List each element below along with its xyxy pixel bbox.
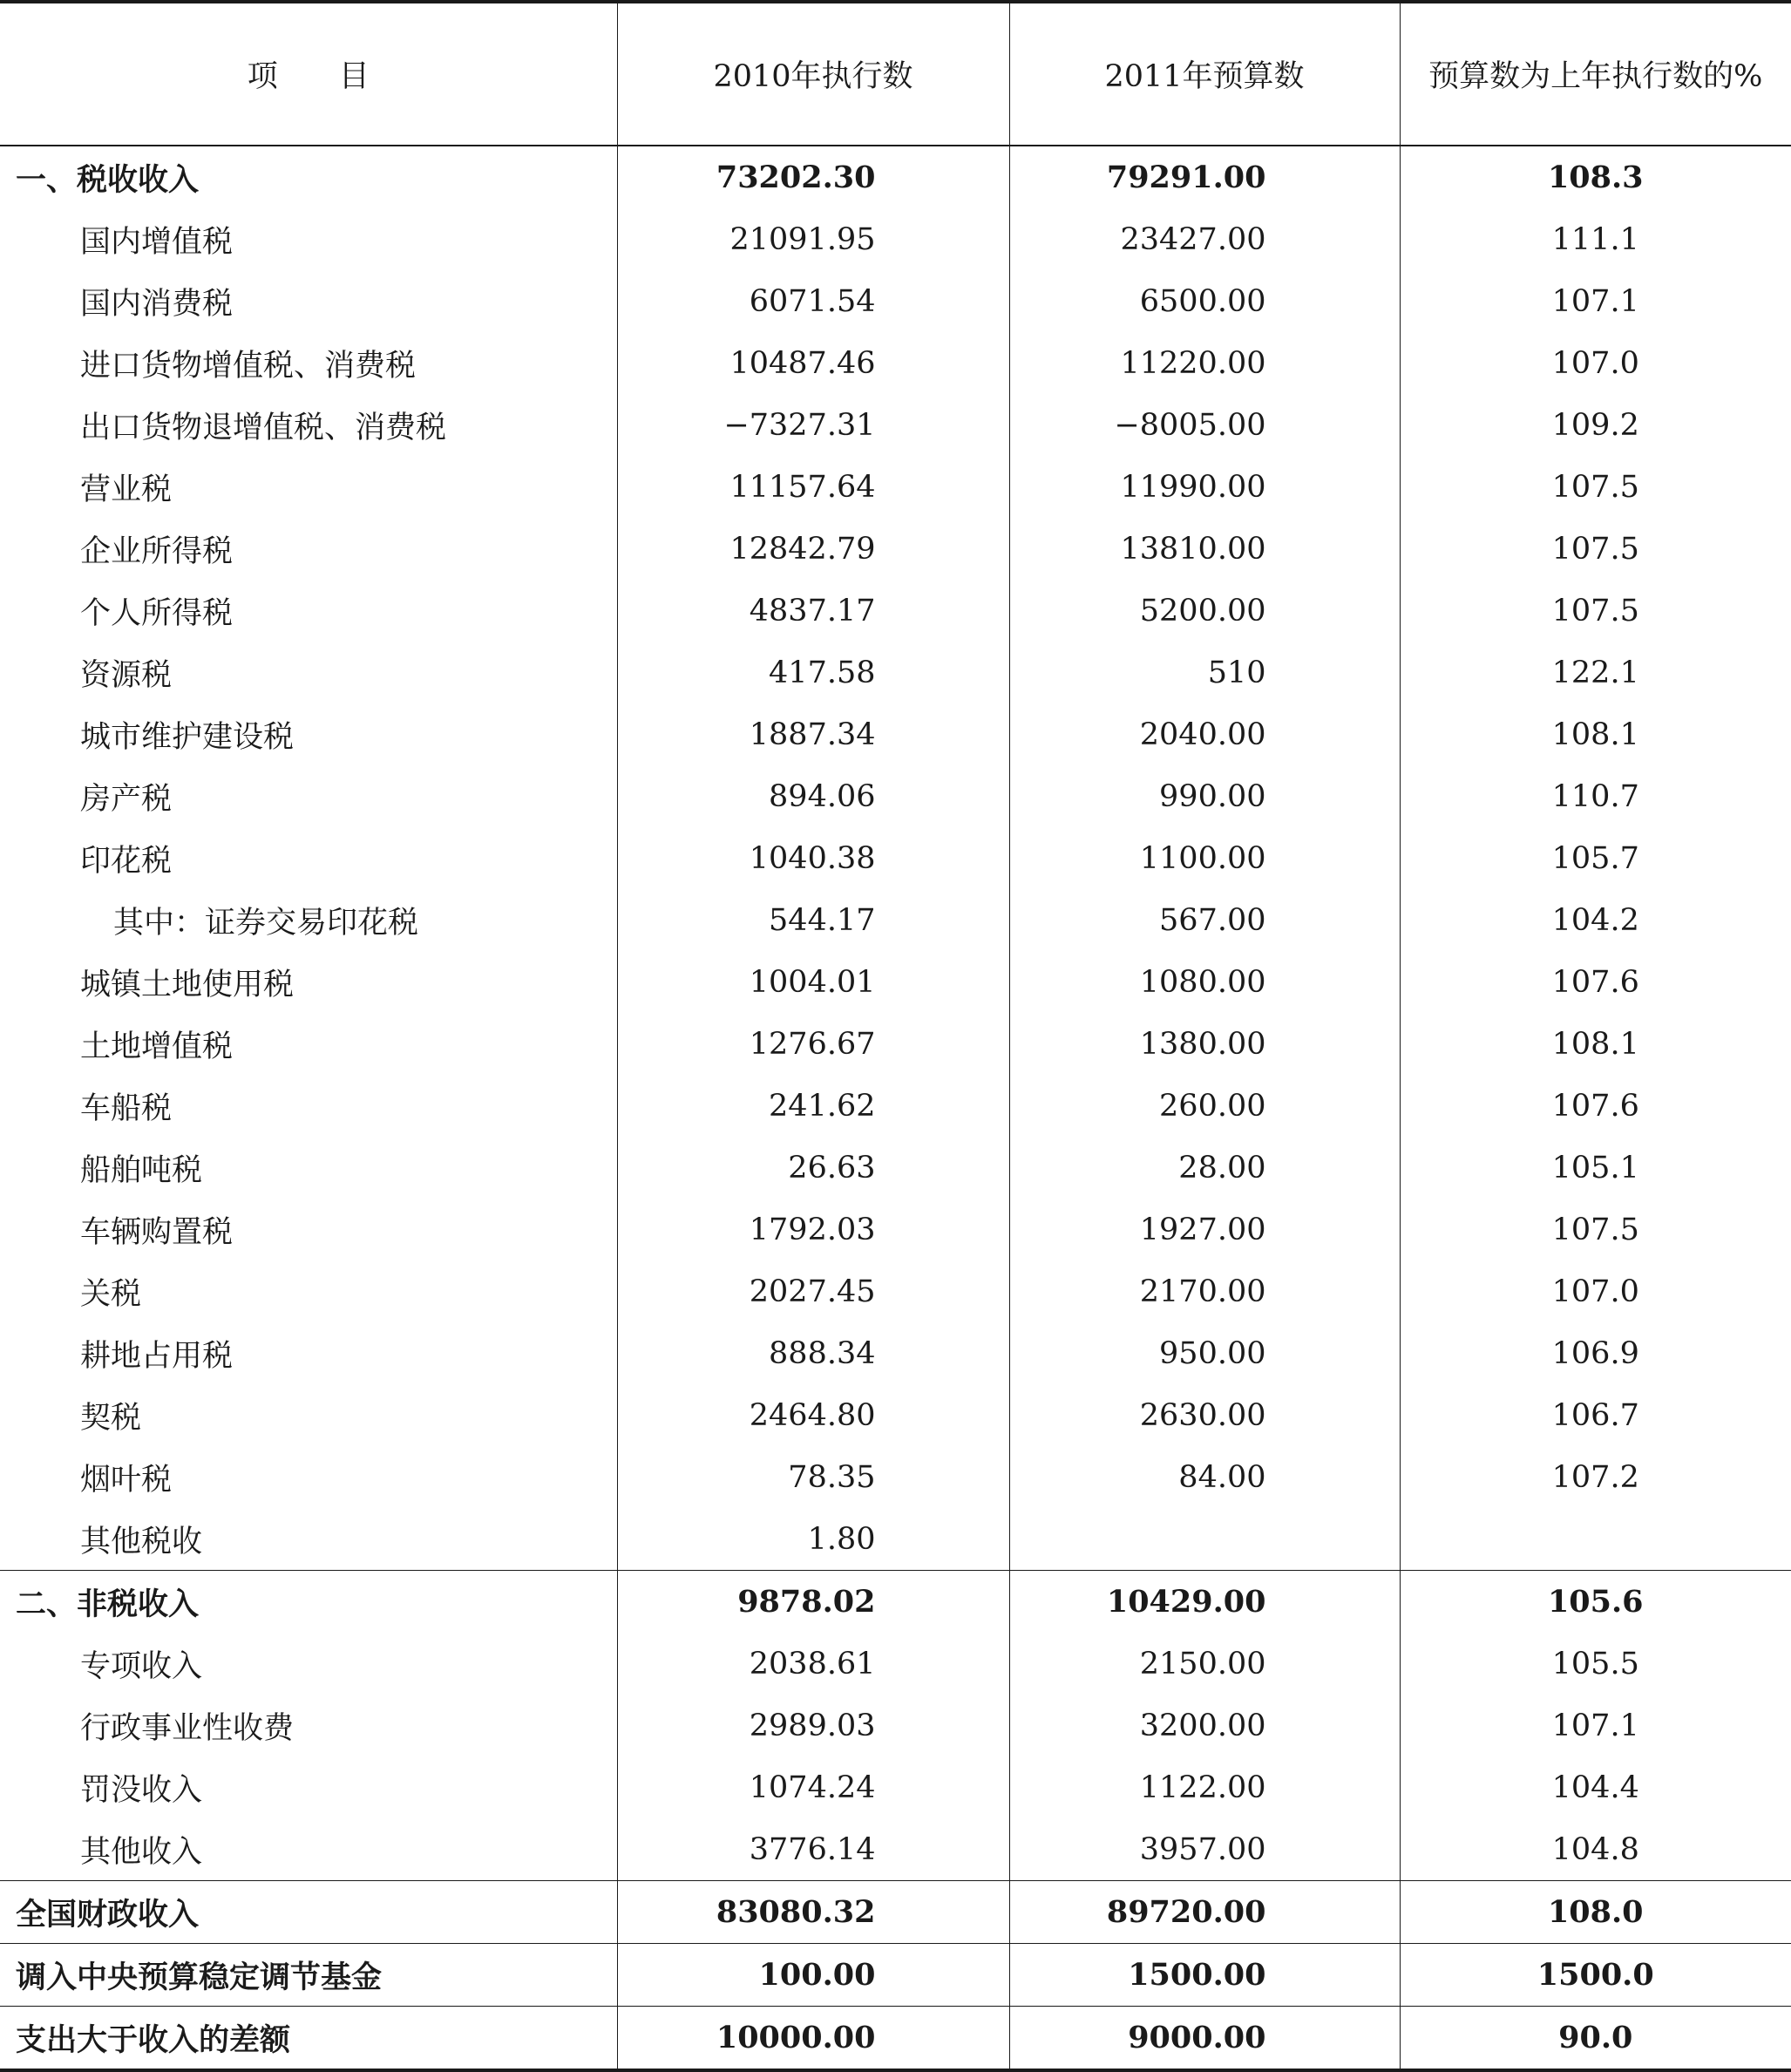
exec-2010-cell: 2038.61	[617, 1633, 1009, 1695]
exec-2010-cell: 2989.03	[617, 1695, 1009, 1756]
budget-2011-cell: 10429.00	[1009, 1571, 1400, 1634]
exec-2010-cell: 4837.17	[617, 580, 1009, 642]
item-cell: 土地增值税	[80, 1029, 234, 1064]
table-row	[0, 889, 1791, 951]
table-row	[0, 1756, 1791, 1818]
item-cell: 车辆购置税	[80, 1214, 234, 1250]
exec-2010-cell: 100.00	[617, 1944, 1009, 2007]
percent-cell: 107.6	[1400, 951, 1791, 1013]
percent-cell: 110.7	[1400, 765, 1791, 827]
budget-2011-cell: 1100.00	[1009, 827, 1400, 889]
exec-2010-cell: 11157.64	[617, 456, 1009, 518]
percent-cell: 107.0	[1400, 332, 1791, 394]
percent-cell: 109.2	[1400, 394, 1791, 456]
table-row	[0, 1571, 1791, 1634]
table-row	[0, 1818, 1791, 1881]
table-row	[0, 456, 1791, 518]
exec-2010-cell: 10000.00	[617, 2007, 1009, 2071]
budget-2011-cell: 9000.00	[1009, 2007, 1400, 2071]
budget-2011-cell: 567.00	[1009, 889, 1400, 951]
table-row	[0, 1260, 1791, 1322]
budget-2011-cell: 2170.00	[1009, 1260, 1400, 1322]
exec-2010-cell: 2464.80	[617, 1384, 1009, 1446]
exec-2010-cell: 73202.30	[617, 146, 1009, 208]
item-cell: 印花税	[80, 843, 173, 879]
budget-2011-cell: 990.00	[1009, 765, 1400, 827]
table-row	[0, 765, 1791, 827]
exec-2010-cell: 78.35	[617, 1446, 1009, 1508]
item-cell: 国内消费税	[80, 286, 234, 322]
item-cell: 支出大于收入的差额	[0, 2007, 617, 2071]
table-row	[0, 1944, 1791, 2007]
percent-cell: 108.0	[1400, 1881, 1791, 1944]
exec-2010-cell: 6071.54	[617, 270, 1009, 332]
budget-2011-cell: 2630.00	[1009, 1384, 1400, 1446]
item-cell: 城镇土地使用税	[80, 967, 295, 1002]
item-cell: 船舶吨税	[80, 1152, 203, 1188]
percent-cell: 107.5	[1400, 518, 1791, 580]
item-cell: 国内增值税	[80, 224, 234, 260]
budget-2011-cell: 11990.00	[1009, 456, 1400, 518]
item-cell: 营业税	[80, 472, 173, 507]
budget-2011-cell: 1380.00	[1009, 1013, 1400, 1075]
budget-2011-cell: 84.00	[1009, 1446, 1400, 1508]
exec-2010-cell: 3776.14	[617, 1818, 1009, 1881]
percent-cell: 104.2	[1400, 889, 1791, 951]
exec-2010-cell: 417.58	[617, 642, 1009, 703]
percent-cell: 107.5	[1400, 456, 1791, 518]
percent-cell: 111.1	[1400, 208, 1791, 270]
budget-2011-cell: 28.00	[1009, 1137, 1400, 1199]
table-row	[0, 208, 1791, 270]
exec-2010-cell: 12842.79	[617, 518, 1009, 580]
exec-2010-cell: 2027.45	[617, 1260, 1009, 1322]
percent-cell: 107.5	[1400, 580, 1791, 642]
percent-cell: 106.7	[1400, 1384, 1791, 1446]
percent-cell: 106.9	[1400, 1322, 1791, 1384]
percent-cell: 105.7	[1400, 827, 1791, 889]
percent-cell: 107.0	[1400, 1260, 1791, 1322]
table-row	[0, 1881, 1791, 1944]
item-cell: 个人所得税	[80, 595, 234, 631]
table-row	[0, 1322, 1791, 1384]
item-cell: 二、非税收入	[0, 1571, 617, 1634]
header-budget-2011: 2011年预算数	[1009, 2, 1400, 146]
percent-cell: 90.0	[1400, 2007, 1791, 2071]
percent-cell: 107.2	[1400, 1446, 1791, 1508]
table-row	[0, 270, 1791, 332]
table-row	[0, 1013, 1791, 1075]
item-cell: 全国财政收入	[0, 1881, 617, 1944]
budget-2011-cell: 79291.00	[1009, 146, 1400, 208]
exec-2010-cell: −7327.31	[617, 394, 1009, 456]
table-row	[0, 642, 1791, 703]
budget-2011-cell: 13810.00	[1009, 518, 1400, 580]
table-row	[0, 1508, 1791, 1571]
table-row	[0, 146, 1791, 208]
item-cell: 关税	[80, 1276, 142, 1312]
item-cell: 罚没收入	[80, 1772, 203, 1808]
exec-2010-cell: 1004.01	[617, 951, 1009, 1013]
percent-cell: 107.1	[1400, 270, 1791, 332]
item-cell: 其他收入	[80, 1834, 203, 1870]
exec-2010-cell: 1792.03	[617, 1199, 1009, 1260]
table-body	[0, 146, 1791, 2070]
percent-cell: 107.6	[1400, 1075, 1791, 1137]
item-cell: 城市维护建设税	[80, 719, 295, 755]
percent-cell: 107.5	[1400, 1199, 1791, 1260]
item-cell: 进口货物增值税、消费税	[80, 348, 417, 384]
item-cell: 契税	[80, 1400, 142, 1436]
table-row	[0, 1137, 1791, 1199]
percent-cell: 104.8	[1400, 1818, 1791, 1881]
table-header-row	[0, 2, 1791, 146]
table-row	[0, 332, 1791, 394]
budget-2011-cell: 2040.00	[1009, 703, 1400, 765]
item-cell: 其中：证券交易印花税	[113, 905, 419, 941]
percent-cell: 108.1	[1400, 1013, 1791, 1075]
item-cell: 出口货物退增值税、消费税	[80, 410, 447, 445]
percent-cell: 108.3	[1400, 146, 1791, 208]
item-cell: 行政事业性收费	[80, 1710, 295, 1746]
header-percent: 预算数为上年执行数的%	[1400, 2, 1791, 146]
table-row	[0, 518, 1791, 580]
exec-2010-cell: 83080.32	[617, 1881, 1009, 1944]
budget-2011-cell: 23427.00	[1009, 208, 1400, 270]
exec-2010-cell: 1040.38	[617, 827, 1009, 889]
exec-2010-cell: 894.06	[617, 765, 1009, 827]
table-row	[0, 1446, 1791, 1508]
exec-2010-cell: 241.62	[617, 1075, 1009, 1137]
table-row	[0, 1695, 1791, 1756]
percent-cell: 105.5	[1400, 1633, 1791, 1695]
table-row	[0, 827, 1791, 889]
item-cell: 调入中央预算稳定调节基金	[0, 1944, 617, 2007]
table-row	[0, 394, 1791, 456]
item-cell: 资源税	[80, 657, 173, 693]
percent-cell: 104.4	[1400, 1756, 1791, 1818]
item-cell: 其他税收	[80, 1524, 203, 1559]
table-row	[0, 703, 1791, 765]
budget-2011-cell: 1122.00	[1009, 1756, 1400, 1818]
percent-cell: 105.6	[1400, 1571, 1791, 1634]
exec-2010-cell: 26.63	[617, 1137, 1009, 1199]
item-cell: 企业所得税	[80, 533, 234, 569]
percent-cell: 108.1	[1400, 703, 1791, 765]
exec-2010-cell: 9878.02	[617, 1571, 1009, 1634]
percent-cell: 122.1	[1400, 642, 1791, 703]
budget-2011-cell: −8005.00	[1009, 394, 1400, 456]
exec-2010-cell: 10487.46	[617, 332, 1009, 394]
budget-2011-cell: 950.00	[1009, 1322, 1400, 1384]
item-cell: 耕地占用税	[80, 1338, 234, 1374]
budget-2011-cell: 3957.00	[1009, 1818, 1400, 1881]
budget-2011-cell: 1500.00	[1009, 1944, 1400, 2007]
budget-2011-cell: 3200.00	[1009, 1695, 1400, 1756]
budget-2011-cell: 2150.00	[1009, 1633, 1400, 1695]
exec-2010-cell: 888.34	[617, 1322, 1009, 1384]
budget-2011-cell	[1009, 1508, 1400, 1571]
table-row	[0, 580, 1791, 642]
header-item: 项 目	[0, 2, 617, 146]
percent-cell: 107.1	[1400, 1695, 1791, 1756]
item-cell: 房产税	[80, 781, 173, 817]
header-exec-2010: 2010年执行数	[617, 2, 1009, 146]
item-cell: 专项收入	[80, 1648, 203, 1684]
exec-2010-cell: 1074.24	[617, 1756, 1009, 1818]
budget-2011-cell: 1927.00	[1009, 1199, 1400, 1260]
budget-2011-cell: 510	[1009, 642, 1400, 703]
item-cell: 烟叶税	[80, 1462, 173, 1498]
budget-2011-cell: 5200.00	[1009, 580, 1400, 642]
exec-2010-cell: 544.17	[617, 889, 1009, 951]
budget-2011-cell: 1080.00	[1009, 951, 1400, 1013]
item-cell: 一、税收收入	[16, 161, 200, 198]
table-row	[0, 2007, 1791, 2071]
budget-2011-cell: 260.00	[1009, 1075, 1400, 1137]
table-row	[0, 1199, 1791, 1260]
budget-2011-cell: 89720.00	[1009, 1881, 1400, 1944]
exec-2010-cell: 1276.67	[617, 1013, 1009, 1075]
table-row	[0, 1633, 1791, 1695]
table-row	[0, 1075, 1791, 1137]
exec-2010-cell: 21091.95	[617, 208, 1009, 270]
budget-2011-cell: 6500.00	[1009, 270, 1400, 332]
exec-2010-cell: 1887.34	[617, 703, 1009, 765]
percent-cell	[1400, 1508, 1791, 1571]
table-row	[0, 951, 1791, 1013]
item-cell: 车船税	[80, 1090, 173, 1126]
percent-cell: 105.1	[1400, 1137, 1791, 1199]
table-row	[0, 1384, 1791, 1446]
exec-2010-cell: 1.80	[617, 1508, 1009, 1571]
percent-cell: 1500.0	[1400, 1944, 1791, 2007]
budget-2011-cell: 11220.00	[1009, 332, 1400, 394]
